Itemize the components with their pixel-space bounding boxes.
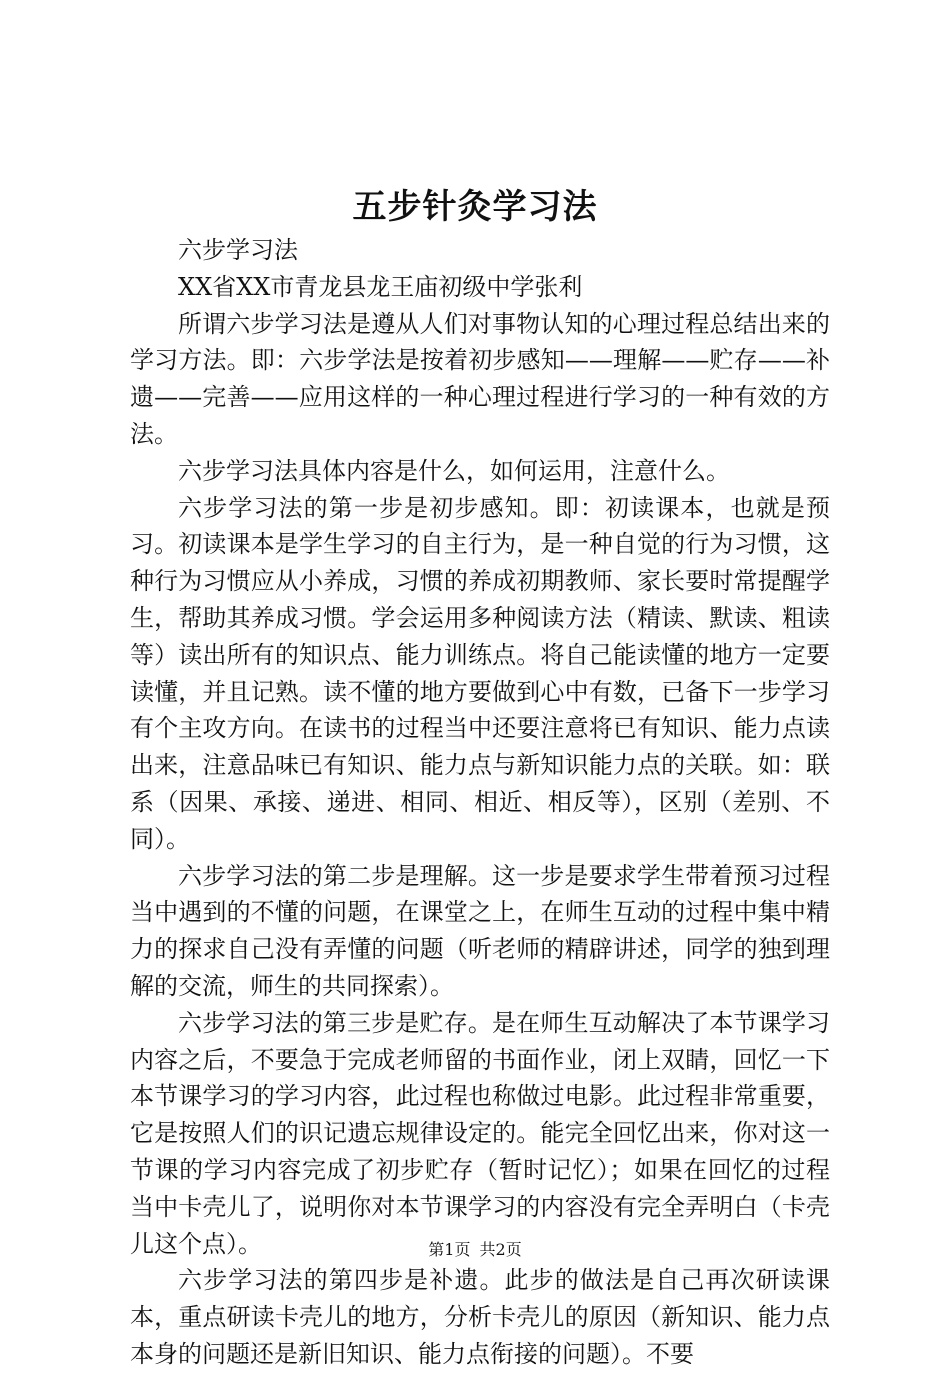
paragraph-question: 六步学习法具体内容是什么，如何运用，注意什么。	[178, 456, 730, 485]
paragraph-step-three: 六步学习法的第三步是贮存。是在师生互动解决了本节课学习内容之后，不要急于完成老师留的书面作业，闭上双睛，回忆一下本节课学习的学习内容，此过程也称做过电影。此过程非常重要，它是按照人们的识记遗忘规律设定的。能完全回忆出来，你对这一节课的学习内容完成了初步贮存（暂时记忆）；如果在回忆的过程当中卡壳儿了，说明你对本节课学习的内容没有完全弄明白（卡壳儿这个点）。	[130, 1008, 830, 1258]
paragraph-author: XX省XX市青龙县龙王庙初级中学张利	[178, 272, 583, 301]
document-body	[130, 232, 830, 1373]
paragraph-subtitle: 六步学习法	[178, 236, 298, 264]
paragraph-step-two: 六步学习法的第二步是理解。这一步是要求学生带着预习过程当中遇到的不懂的问题，在课堂之上，在师生互动的过程中集中精力的探求自己没有弄懂的问题（听老师的精辟讲述，同学的独到理解的交流，师生的共同探索）。	[130, 861, 830, 1000]
page-number: 第1页	[428, 1240, 471, 1259]
paragraph-step-four: 六步学习法的第四步是补遗。此步的做法是自己再次研读课本，重点研读卡壳儿的地方，分析卡壳儿的原因（新知识、能力点本身的问题还是新旧知识、能力点衔接的问题）。不要	[130, 1266, 830, 1368]
paragraph-step-one: 六步学习法的第一步是初步感知。即：初读课本，也就是预习。初读课本是学生学习的自主行为，是一种自觉的行为习惯，这种行为习惯应从小养成，习惯的养成初期教师、家长要时常提醒学生，帮助其养成习惯。学会运用多种阅读方法（精读、默读、粗读等）读出所有的知识点、能力训练点。将自己能读懂的地方一定要读懂，并且记熟。读不懂的地方要做到心中有数，已备下一步学习有个主攻方向。在读书的过程当中还要注意将已有知识、能力点读出来，注意品味已有知识、能力点与新知识能力点的关联。如：联系（因果、承接、递进、相同、相近、相反等），区别（差别、不同）。	[130, 493, 830, 853]
page-total: 共2页	[479, 1240, 522, 1259]
document-title: 五步针灸学习法	[352, 187, 598, 227]
paragraph-definition: 所谓六步学习法是遵从人们对事物认知的心理过程总结出来的学习方法。即：六步学法是按着初步感知——理解——贮存——补遗——完善——应用这样的一种心理过程进行学习的一种有效的方法。	[130, 309, 830, 448]
page-footer	[0, 1238, 950, 1262]
